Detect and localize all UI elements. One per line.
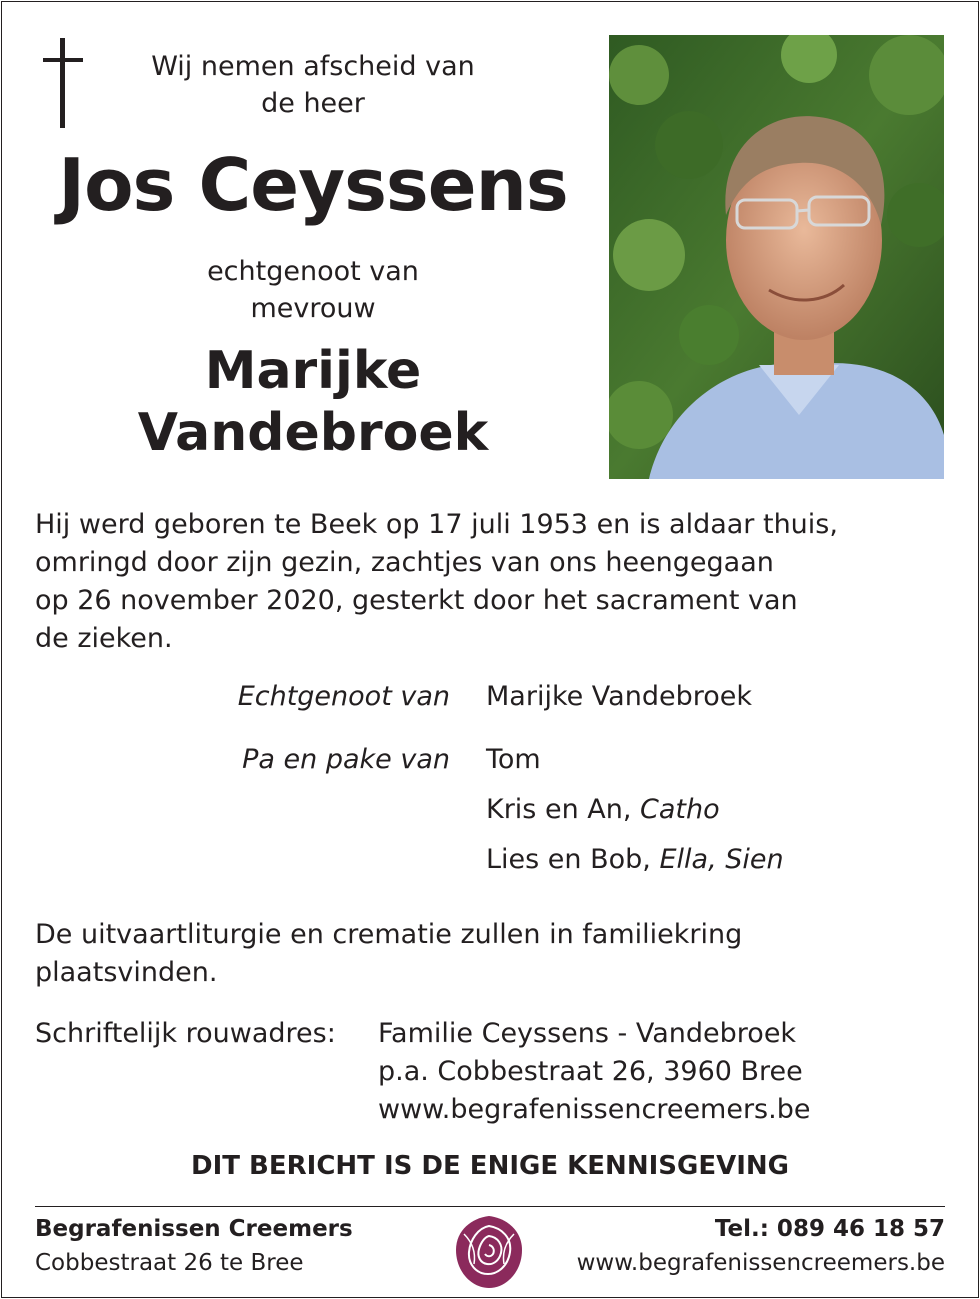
deceased-name: Jos Ceyssens	[58, 143, 568, 227]
bio-line-4: de zieken.	[35, 623, 173, 654]
portrait-photo	[609, 35, 944, 479]
footer-phone: Tel.: 089 46 18 57	[714, 1216, 945, 1242]
funeral-line-1: De uitvaartliturgie en crematie zullen in familiekring	[35, 919, 743, 950]
footer-website: www.begrafenissencreemers.be	[576, 1250, 945, 1276]
cross-icon	[40, 38, 86, 128]
address-label: Schriftelijk rouwadres:	[35, 1018, 336, 1049]
address-line-2: p.a. Cobbestraat 26, 3960 Bree	[378, 1056, 803, 1087]
spouse-intro-line-1: echtgenoot van	[207, 256, 419, 287]
family-line-2-italic: Catho	[640, 794, 720, 825]
rose-logo-icon	[452, 1212, 526, 1290]
family-line-1	[486, 741, 946, 779]
family-line-3-normal: Lies en Bob,	[486, 844, 660, 875]
family-line-3	[486, 841, 946, 879]
address-line-1: Familie Ceyssens - Vandebroek	[378, 1018, 797, 1049]
spouse-label: Echtgenoot van	[237, 681, 450, 712]
spouse-intro-line-2: mevrouw	[250, 293, 376, 324]
funeral-line-2: plaatsvinden.	[35, 957, 218, 988]
footer-address: Cobbestraat 26 te Bree	[35, 1250, 304, 1276]
family-line-1-normal: Tom	[486, 744, 541, 775]
biography	[35, 506, 935, 658]
spouse-name-line-1: Marijke	[204, 341, 422, 401]
bio-line-2: omringd door zijn gezin, zachtjes van ons heengegaan	[35, 547, 774, 578]
family-line-3-italic: Ella, Sien	[659, 844, 784, 875]
family-line-2-normal: Kris en An,	[486, 794, 641, 825]
spouse-intro	[90, 253, 536, 327]
spouse-value: Marijke Vandebroek	[486, 681, 753, 712]
intro-text	[90, 48, 536, 122]
footer-company: Begrafenissen Creemers	[35, 1216, 353, 1242]
spouse-name-line-2: Vandebroek	[137, 403, 489, 463]
footer-divider	[35, 1206, 945, 1207]
notice-text: DIT BERICHT IS DE ENIGE KENNISGEVING	[191, 1151, 789, 1181]
address-block	[378, 1015, 938, 1129]
address-line-3: www.begrafenissencreemers.be	[378, 1094, 811, 1125]
funeral-text	[35, 916, 935, 992]
intro-line-1: Wij nemen afscheid van	[151, 51, 475, 82]
spouse-name	[40, 340, 586, 464]
bio-line-3: op 26 november 2020, gesterkt door het sacrament van	[35, 585, 798, 616]
intro-line-2: de heer	[261, 88, 365, 119]
bio-line-1: Hij werd geboren te Beek op 17 juli 1953 en is aldaar thuis,	[35, 509, 838, 540]
family-line-2	[486, 791, 946, 829]
family-label: Pa en pake van	[242, 744, 450, 775]
